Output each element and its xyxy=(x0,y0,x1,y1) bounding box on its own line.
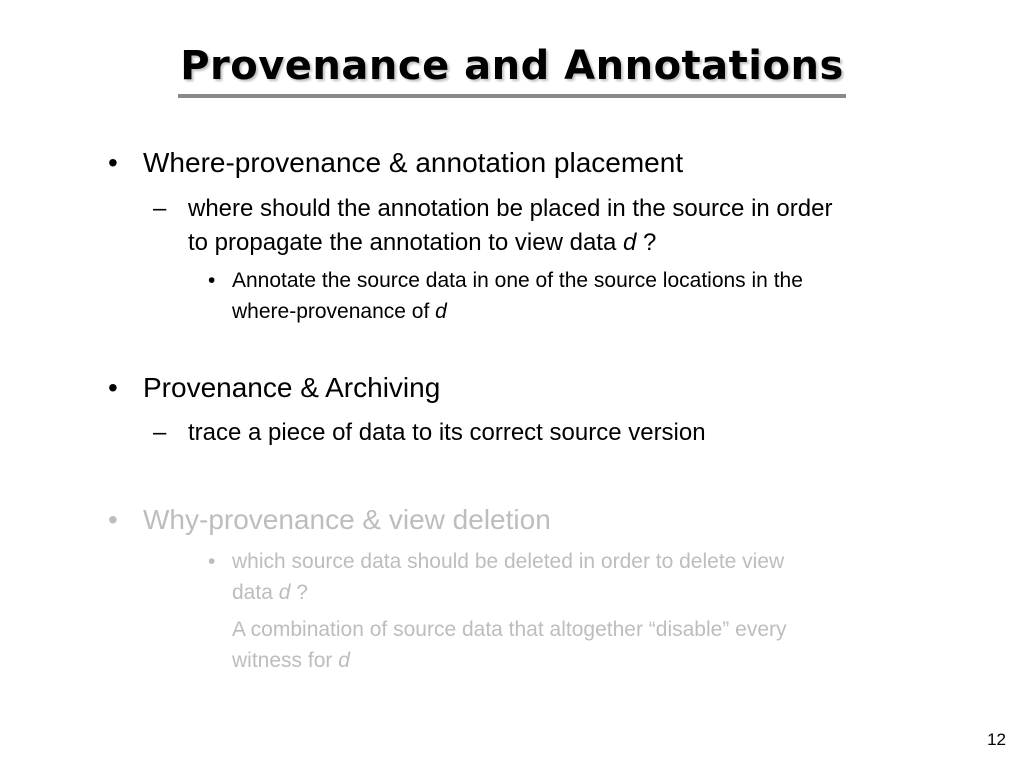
bullet-marker: • xyxy=(108,504,118,535)
bullet-marker: • xyxy=(208,269,216,292)
variable-d: d xyxy=(623,229,637,256)
bullet-marker: • xyxy=(208,550,216,573)
sub-bullet-line: where should the annotation be placed in the source in order xyxy=(188,195,833,222)
subsub-bullet-line: A combination of source data that altogether “disable” every xyxy=(232,618,787,641)
text-fragment: ? xyxy=(290,581,308,604)
text-fragment: witness for xyxy=(232,649,339,672)
dash-marker: – xyxy=(153,195,167,222)
text-fragment: data xyxy=(232,581,279,604)
bullet-marker: • xyxy=(108,372,118,403)
bullet-heading: Why-provenance & view deletion xyxy=(143,504,551,535)
bullet-heading: Provenance & Archiving xyxy=(143,372,441,403)
variable-d: d xyxy=(338,649,350,672)
text-fragment: where-provenance of xyxy=(232,300,436,323)
slide-title-text: Provenance and Annotations xyxy=(178,40,846,98)
variable-d: d xyxy=(435,300,447,323)
sub-bullet-line: trace a piece of data to its correct source version xyxy=(188,419,706,446)
bullet-marker: • xyxy=(108,147,118,178)
subsub-bullet-line xyxy=(232,577,308,608)
bullet-heading: Where-provenance & annotation placement xyxy=(143,147,684,178)
subsub-bullet-line xyxy=(232,645,350,676)
text-fragment: to propagate the annotation to view data xyxy=(188,229,623,256)
sub-bullet-line xyxy=(188,226,656,260)
subsub-bullet-line: which source data should be deleted in order to delete view xyxy=(232,550,785,573)
dash-marker: – xyxy=(153,419,167,446)
text-fragment: ? xyxy=(636,229,657,256)
subsub-bullet-line xyxy=(232,296,447,327)
slide-title xyxy=(0,40,1024,98)
page-number: 12 xyxy=(987,730,1006,749)
subsub-bullet-line: Annotate the source data in one of the source locations in the xyxy=(232,269,803,292)
variable-d: d xyxy=(278,581,291,604)
